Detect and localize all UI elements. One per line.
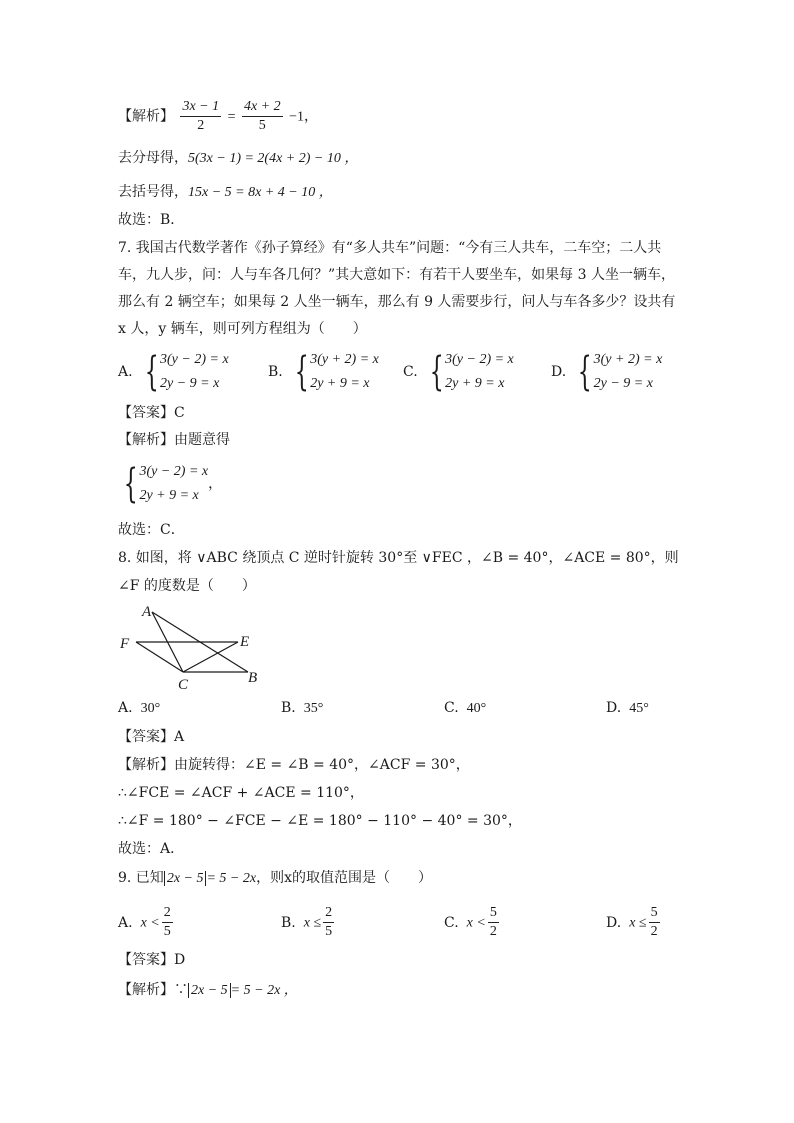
- q9-option-3: D. x ≤ $\frac{5}{2}$: [606, 905, 658, 939]
- q9-option-1: B. x ≤ $\frac{2}{5}$: [281, 905, 333, 939]
- solution-line-1: 【解析】 $\frac{3x - 1}{2}$ = $\frac{4x + 2}{5}$ −1，: [118, 99, 318, 133]
- rotation-figure: [118, 600, 278, 692]
- question-7-end: 故选：C．: [118, 522, 185, 538]
- label-e: E: [240, 634, 250, 650]
- question-7-answer: 【答案】C: [118, 405, 185, 421]
- question-7-text-4: x 人，y 辆车，则可列方程组为（ ）: [118, 321, 367, 337]
- question-8-explanation-3: ∴∠F = 180° − ∠FCE − ∠E = 180° − 110° − 40° = 30°，: [118, 813, 522, 829]
- question-9-explanation: 【解析】∵ 2x − 5 = 5 − 2x ，: [118, 982, 298, 998]
- question-9-text: 9. 已知 2x − 5 = 5 − 2x，则x的取值范围是（ ）: [118, 870, 432, 886]
- q7-option-3: D. { 3(y + 2) = x 2y − 9 = x: [551, 349, 663, 395]
- question-7-text-3: 那么有 2 辆空车；如果每 2 人坐一辆车，那么有 9 人需要步行，问人与车各多少？设共有: [118, 294, 676, 310]
- question-7-explanation: 【解析】由题意得: [118, 432, 230, 448]
- question-9-answer: 【答案】D: [118, 952, 186, 968]
- label-f: F: [120, 636, 130, 652]
- question-8-explanation-1: 【解析】由旋转得：∠E = ∠B = 40°，∠ACF = 30°，: [118, 757, 470, 773]
- q8-option-0: A. 30°: [118, 700, 161, 716]
- q8-option-1: B. 35°: [281, 700, 324, 716]
- q7-option-0: A. { 3(y − 2) = x 2y − 9 = x: [118, 349, 229, 395]
- solution-line-2: 去分母得，5(3x − 1) = 2(4x + 2) − 10 ，: [118, 150, 359, 166]
- analysis-label: 【解析】: [118, 108, 174, 125]
- q9-option-0: A. x < $\frac{2}{5}$: [118, 905, 171, 939]
- question-8-end: 故选：A．: [118, 841, 185, 857]
- solution-line-3: 去括号得，15x − 5 = 8x + 4 − 10 ，: [118, 184, 333, 200]
- question-7-text: 7. 我国古代数学著作《孙子算经》有“多人共车”问题：“今有三人共车，二车空；二人共: [118, 240, 662, 256]
- question-8-explanation-2: ∴∠FCE = ∠ACF + ∠ACE = 110°，: [118, 785, 364, 801]
- q8-option-2: C. 40°: [444, 700, 487, 716]
- question-7-text-2: 车，九人步，问：人与车各几何？”其大意如下：有若干人要坐车，如果每 3 人坐一辆车，: [118, 267, 675, 283]
- choice-line: 故选：B．: [118, 212, 185, 228]
- fraction-rhs: $\frac{4x + 2}{5}$: [243, 99, 281, 133]
- question-7-system: { 3(y − 2) = x 2y + 9 = x ，: [123, 461, 223, 507]
- q9-option-2: C. x < $\frac{5}{2}$: [444, 905, 497, 939]
- question-8-text: 8. 如图，将 ∨ABC 绕顶点 C 逆时针旋转 30°至 ∨FEC ，∠B = 40°，∠ACE = 80°，则: [118, 550, 679, 566]
- segment-fc: [136, 642, 183, 672]
- label-c: C: [178, 677, 189, 692]
- label-a: A: [142, 604, 152, 620]
- question-8-answer: 【答案】A: [118, 729, 185, 745]
- q8-option-3: D. 45°: [606, 700, 649, 716]
- label-b: B: [248, 670, 258, 686]
- question-8-text-2: ∠F 的度数是（ ）: [118, 578, 256, 594]
- q7-option-2: C. { 3(y − 2) = x 2y + 9 = x: [403, 349, 514, 395]
- q7-option-1: B. { 3(y + 2) = x 2y + 9 = x: [268, 349, 379, 395]
- fraction-lhs: $\frac{3x - 1}{2}$: [182, 99, 220, 133]
- segment-ce: [183, 642, 238, 672]
